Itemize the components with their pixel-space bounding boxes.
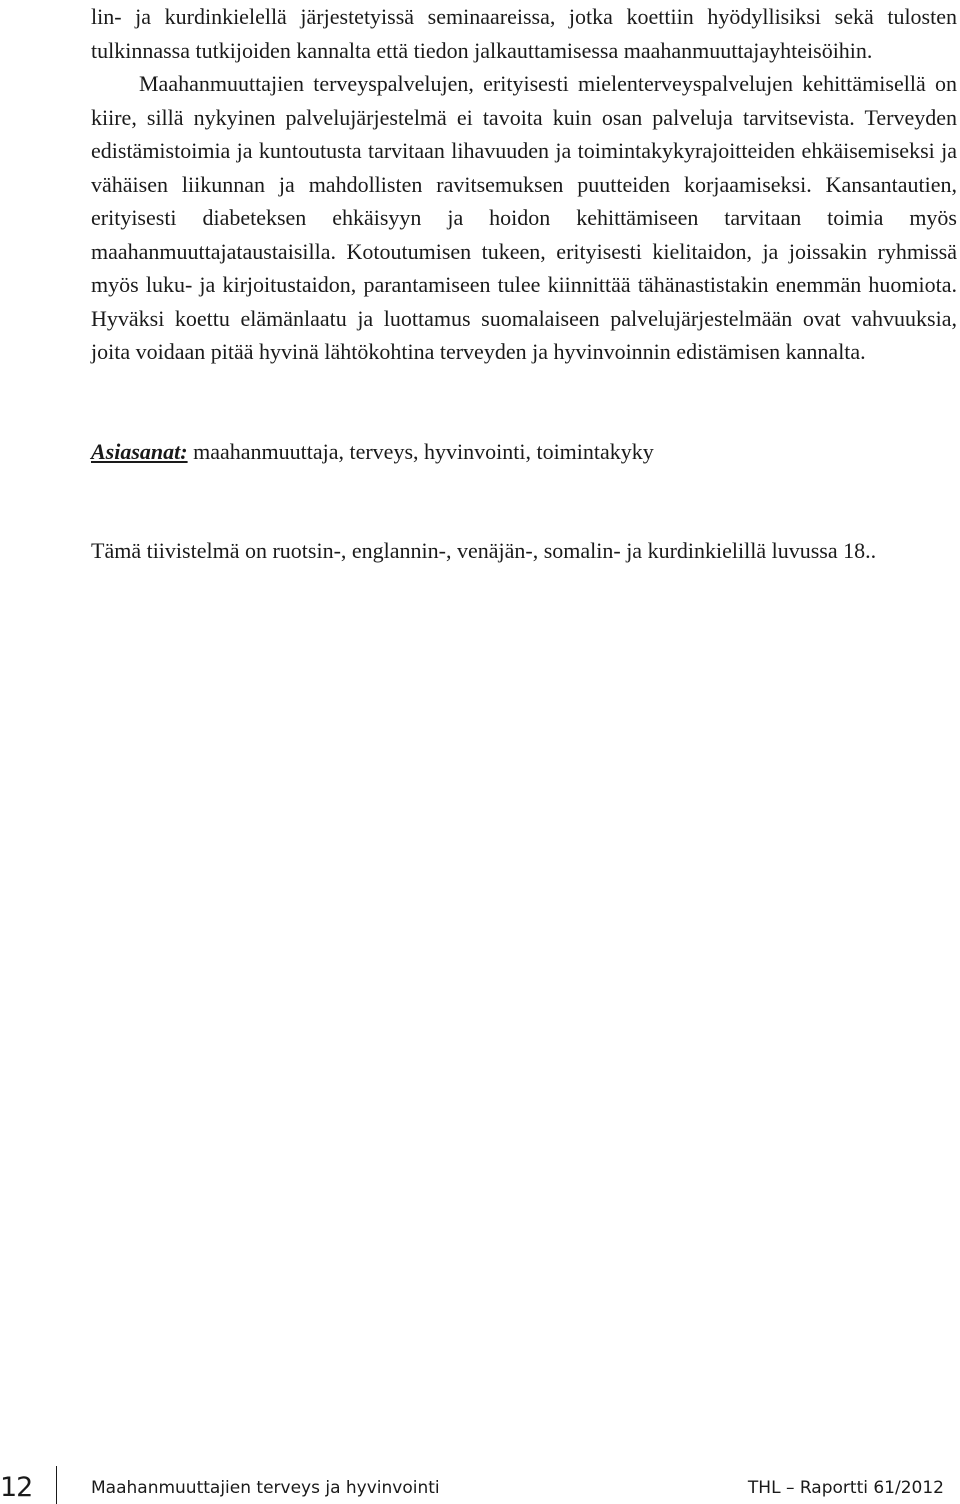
page-number: 12 (0, 1472, 33, 1503)
spacer (91, 369, 957, 435)
paragraph-continuation: lin- ja kurdinkielellä järjestetyissä seminaareissa, jotka koettiin hyödyllisiksi sekä tulosten tulkinnassa tutkijoiden kannalta että tiedon jalkauttamisessa maahanmuuttajayhteisöihin. (91, 4, 957, 63)
keywords-value: maahanmuuttaja, terveys, hyvinvointi, toimintakyky (187, 438, 654, 464)
keywords-line (91, 435, 957, 469)
keywords-label: Asiasanat: (91, 438, 188, 464)
translation-note: Tämä tiivistelmä on ruotsin-, englannin-, venäjän-, somalin- ja kurdinkielillä luvussa 18.. (91, 538, 877, 563)
footer-report-title: Maahanmuuttajien terveys ja hyvinvointi (91, 1478, 440, 1498)
footer-publisher: THL – Raportti 61/2012 (747, 1478, 944, 1498)
paragraph-main: Maahanmuuttajien terveyspalvelujen, erityisesti mielenterveyspalvelujen kehittämisellä on kiire, sillä nykyinen palvelujärjestelmä ei tavoita kuin osan palveluja tarvitsevista. Terveyden edistämistoimia ja kuntoutusta tarvitaan lihavuuden ja toimintakykyrajoitteiden ehkäisemiseksi ja vähäisen liikunnan ja mahdollisten ravitsemuksen puutteiden korjaamiseksi. Kansantautien, erityisesti diabeteksen ehkäisyyn ja hoidon kehittämiseen tarvitaan toimia myös maahanmuuttajataustaisilla. Kotoutumisen tukeen, erityisesti kielitaidon, ja joissakin ryhmissä myös luku- ja kirjoitustaidon, parantamiseen tulee kiinnittää tähänastistakin enemmän huomiota. Hyväksi koettu elämänlaatu ja luottamus suomalaiseen palvelujärjestelmään ovat vahvuuksia, joita voidaan pitää hyvinä lähtökohtina terveyden ja hyvinvoinnin edistämisen kannalta. (91, 71, 957, 364)
footer-divider (56, 1466, 57, 1504)
page-footer (0, 1466, 960, 1504)
page-body (91, 0, 957, 568)
spacer (91, 468, 957, 534)
